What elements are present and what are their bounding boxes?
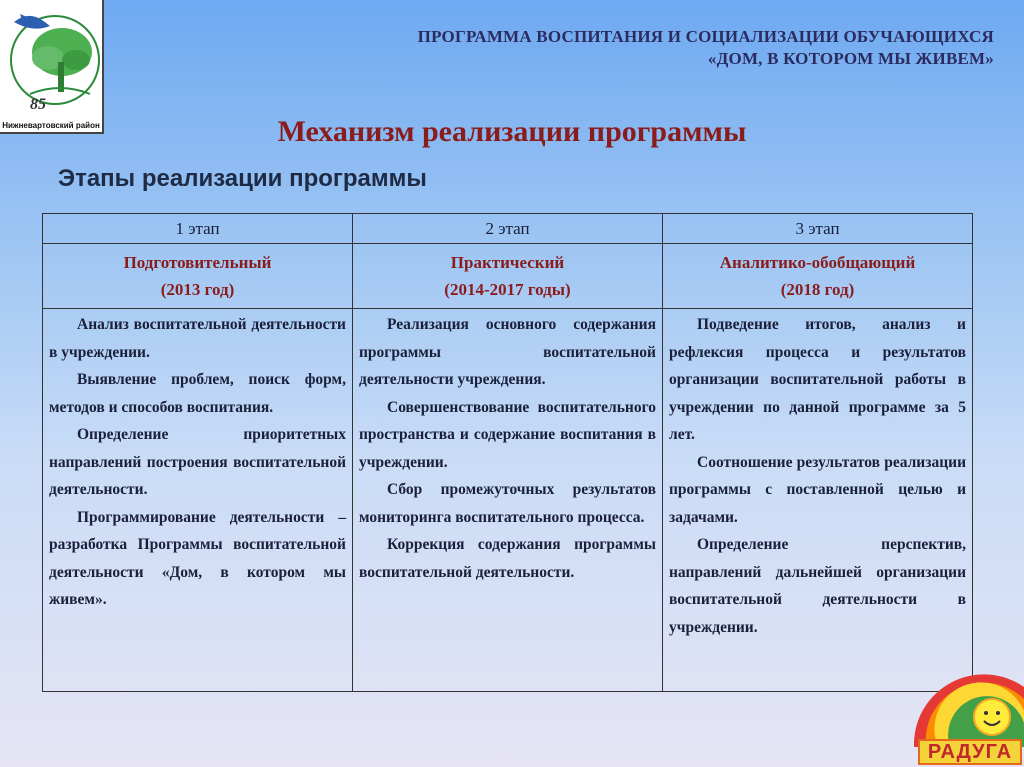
stage-1-name: Подготовительный bbox=[123, 253, 272, 272]
stage-item: Реализация основного содержания программы воспитательной деятельности учреждения. bbox=[359, 316, 656, 388]
stage-3-period: (2018 год) bbox=[780, 280, 855, 299]
program-header-line2: «ДОМ, В КОТОРОМ МЫ ЖИВЕМ» bbox=[707, 49, 994, 68]
stage-1-number: 1 этап bbox=[43, 214, 353, 244]
stage-item: Коррекция содержания программы воспитательной деятельности. bbox=[359, 536, 656, 581]
raduga-label: РАДУГА bbox=[918, 739, 1022, 765]
raduga-logo bbox=[914, 647, 1024, 767]
stage-2-period: (2014-2017 годы) bbox=[444, 280, 571, 299]
stage-item: Совершенствование воспитательного пространства и содержание воспитания в учреждении. bbox=[359, 398, 656, 471]
stage-1-period: (2013 год) bbox=[160, 280, 235, 299]
stage-3-number: 3 этап bbox=[663, 214, 973, 244]
stage-item: Подведение итогов, анализ и рефлексия процесса и результатов организации воспитательной работы в учреждении по данной программе за 5 лет. bbox=[669, 316, 966, 443]
program-header bbox=[274, 26, 994, 70]
sun-rainbow-icon bbox=[914, 647, 1024, 747]
stages-table bbox=[42, 213, 973, 692]
stage-number-row bbox=[43, 214, 973, 244]
stage-1-content bbox=[43, 309, 353, 692]
school-logo bbox=[0, 0, 104, 134]
stage-3-heading bbox=[663, 244, 973, 309]
stage-item: Определение приоритетных направлений построения воспитательной деятельности. bbox=[49, 426, 346, 498]
program-header-line1: ПРОГРАММА ВОСПИТАНИЯ И СОЦИАЛИЗАЦИИ ОБУЧАЮЩИХСЯ bbox=[417, 27, 994, 46]
stage-2-number: 2 этап bbox=[353, 214, 663, 244]
stage-content-row bbox=[43, 309, 973, 692]
stage-item: Соотношение результатов реализации программы с поставленной целью и задачами. bbox=[669, 453, 966, 526]
stage-item: Анализ воспитательной деятельности в учреждении. bbox=[49, 316, 346, 361]
stage-item: Выявление проблем, поиск форм, методов и способов воспитания. bbox=[49, 371, 346, 416]
stage-item: Определение перспектив, направлений дальнейшей организации воспитательной деятельности в учреждении. bbox=[669, 536, 966, 636]
stage-3-name: Аналитико-обобщающий bbox=[719, 253, 916, 272]
anniversary-number: 85 bbox=[30, 96, 46, 113]
stage-item: Программирование деятельности – разработка Программы воспитательной деятельности «Дом, в котором мы живем». bbox=[49, 508, 346, 608]
stage-2-heading bbox=[353, 244, 663, 309]
stage-2-name: Практический bbox=[450, 253, 565, 272]
stage-item: Сбор промежуточных результатов мониторинга воспитательного процесса. bbox=[359, 481, 656, 526]
stage-1-heading bbox=[43, 244, 353, 309]
stage-3-content bbox=[663, 309, 973, 692]
logo-caption: Нижневартовский район bbox=[2, 121, 100, 130]
stage-name-row bbox=[43, 244, 973, 309]
page-title: Механизм реализации программы bbox=[277, 115, 747, 148]
page-subtitle: Этапы реализации программы bbox=[58, 165, 427, 192]
stage-2-content bbox=[353, 309, 663, 692]
tree-emblem-icon bbox=[0, 0, 104, 120]
